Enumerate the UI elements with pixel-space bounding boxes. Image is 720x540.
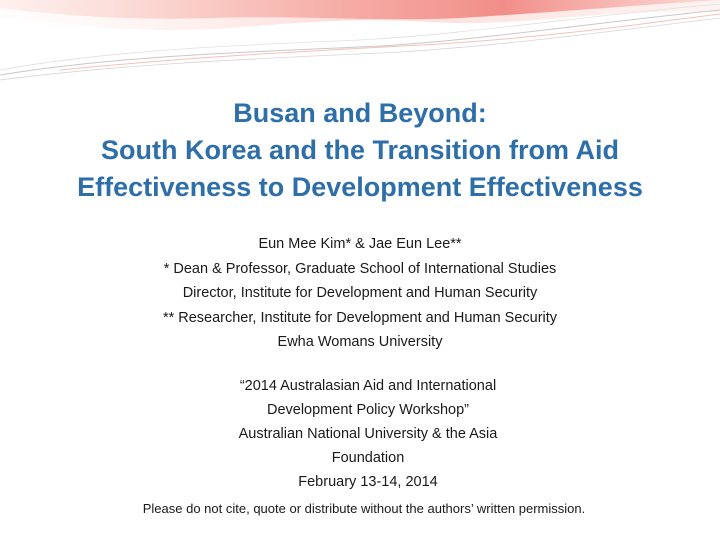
title-line-1: Busan and Beyond:	[233, 98, 487, 128]
workshop-line-2: Development Policy Workshop”	[266, 402, 469, 418]
author-affiliation-3: ** Researcher, Institute for Development and Human Security	[162, 309, 558, 326]
authors-block	[0, 232, 720, 355]
workshop-date: February 13-14, 2014	[298, 474, 438, 490]
title-line-2: South Korea and the Transition from Aid	[100, 135, 620, 165]
workshop-line-3: Australian National University & the Asia	[238, 426, 498, 442]
disclaimer-text: Please do not cite, quote or distribute without the authors’ written permission.	[142, 501, 586, 516]
workshop-block	[0, 374, 720, 494]
workshop-line-1: “2014 Australasian Aid and International	[239, 378, 497, 394]
university-name: Ewha Womans University	[277, 334, 443, 350]
header-wave-decoration	[0, 0, 720, 90]
title-line-3: Effectiveness to Development Effectiveness	[77, 172, 643, 202]
author-affiliation-2: Director, Institute for Development and Human Security	[182, 285, 538, 301]
author-names: Eun Mee Kim* & Jae Eun Lee**	[258, 236, 462, 252]
author-affiliation-1: * Dean & Professor, Graduate School of International Studies	[163, 260, 557, 277]
slide-title	[0, 95, 720, 206]
workshop-line-4: Foundation	[331, 450, 405, 466]
